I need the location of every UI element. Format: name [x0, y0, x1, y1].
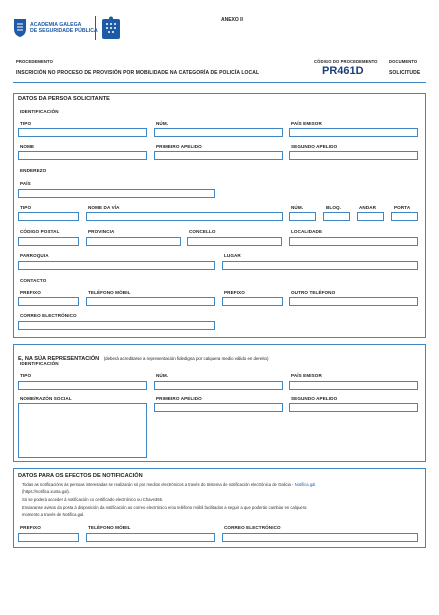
codigo-postal-field[interactable] [18, 237, 79, 246]
correo-field[interactable] [18, 321, 215, 330]
representative-note: (deberá acreditarse a representación fidedigna por calquera medio válido en dereito) [103, 356, 269, 361]
galicia-emblem-icon [100, 16, 122, 40]
provincia-field[interactable] [86, 237, 181, 246]
andar-label: ANDAR [359, 205, 377, 210]
andar-field[interactable] [357, 212, 384, 221]
rep-pais-emisor-label: PAÍS EMISOR [291, 373, 322, 378]
via-num-label: NÚM. [291, 205, 304, 210]
pais-emisor-field[interactable] [289, 128, 418, 137]
notification-text-1a: Todas as notificacións ás persoas interesadas se realizarán só por medios electrónicos a través do Sistema de notificación electrónica de Galicia - [22, 482, 294, 487]
notif-telefono-mobil-label: TELÉFONO MÓBIL [88, 525, 131, 530]
outro-telefono-field[interactable] [289, 297, 418, 306]
shield-logo-icon [13, 18, 27, 38]
nome-label: NOME [20, 144, 35, 149]
notif-prefixo-label: PREFIXO [20, 525, 41, 530]
rep-num-field[interactable] [154, 381, 283, 390]
via-num-field[interactable] [289, 212, 316, 221]
procedure-code: PR461D [322, 65, 364, 77]
rep-pais-emisor-field[interactable] [289, 381, 418, 390]
notif-telefono-mobil-field[interactable] [86, 533, 215, 542]
parroquia-label: PARROQUIA [20, 253, 49, 258]
telefono-mobil-label: TELÉFONO MÓBIL [88, 290, 131, 295]
rep-nome-razon-label: NOME/RAZÓN SOCIAL [20, 396, 72, 401]
notification-text-3b: momento a través de Notifica.gal. [22, 512, 85, 517]
porta-label: PORTA [394, 205, 411, 210]
pais-field[interactable] [18, 189, 215, 198]
lugar-field[interactable] [222, 261, 418, 270]
telefono-mobil-field[interactable] [86, 297, 215, 306]
notif-prefixo-field[interactable] [18, 533, 79, 542]
procedure-label: PROCEDEMENTO [16, 59, 53, 64]
document-label: DOCUMENTO [389, 59, 418, 64]
rep-primeiro-apelido-field[interactable] [154, 403, 283, 412]
outro-telefono-label: OUTRO TELÉFONO [291, 290, 336, 295]
bloq-field[interactable] [323, 212, 350, 221]
num-label: NÚM. [156, 121, 169, 126]
pais-emisor-label: PAÍS EMISOR [291, 121, 322, 126]
tipo-label: TIPO [20, 121, 32, 126]
localidade-label: LOCALIDADE [291, 229, 323, 234]
notif-correo-label: CORREO ELECTRÓNICO [224, 525, 281, 530]
prefixo2-field[interactable] [222, 297, 283, 306]
logo [13, 16, 123, 40]
notifica-gal-link[interactable]: Notifica.gal [294, 482, 316, 487]
procedure-divider [13, 82, 426, 83]
enderezo-heading: ENDEREZO [20, 168, 47, 173]
correo-label: CORREO ELECTRÓNICO [20, 313, 77, 318]
num-field[interactable] [154, 128, 283, 137]
notification-text-3a: Enviaranse avisos da posta á disposición da notificación ao correo electrónico e/ou teléfono móbil facilitados a seguir a que poderán cambiar en calquera [22, 505, 307, 510]
logo-text-2: DE SEGURIDADE PÚBLICA [30, 28, 98, 34]
notification-text-1 [22, 482, 315, 487]
document-value: SOLICITUDE [389, 70, 421, 76]
representative-title: E, NA SÚA REPRESENTACIÓN [18, 356, 100, 362]
primeiro-apelido-label: PRIMEIRO APELIDO [156, 144, 202, 149]
annex-label: ANEXO II [221, 17, 243, 23]
pais-label: PAÍS [20, 181, 31, 186]
rep-tipo-label: TIPO [20, 373, 32, 378]
concello-field[interactable] [187, 237, 282, 246]
porta-field[interactable] [391, 212, 418, 221]
rep-tipo-field[interactable] [18, 381, 147, 390]
rep-segundo-apelido-field[interactable] [289, 403, 418, 412]
nome-field[interactable] [18, 151, 147, 160]
contacto-heading: CONTACTO [20, 278, 47, 283]
rep-primeiro-apelido-label: PRIMEIRO APELIDO [156, 396, 202, 401]
rep-identification-heading: IDENTIFICACIÓN [20, 361, 59, 366]
procedure-code-label: CÓDIGO DO PROCEDEMENTO [314, 59, 378, 64]
rep-num-label: NÚM. [156, 373, 169, 378]
logo-divider [95, 16, 96, 40]
applicant-section-title: DATOS DA PERSOA SOLICITANTE [18, 96, 110, 102]
via-tipo-field[interactable] [18, 212, 79, 221]
nome-via-label: NOME DA VÍA [88, 205, 120, 210]
prefixo-field[interactable] [18, 297, 79, 306]
notification-text-1b: (https://notifica.xunta.gal). [22, 489, 70, 494]
logo-text-1: ACADEMIA GALEGA [30, 22, 82, 28]
notification-section-title: DATOS PARA OS EFECTOS DE NOTIFICACIÓN [18, 473, 143, 479]
lugar-label: LUGAR [224, 253, 241, 258]
rep-nome-razon-field[interactable] [18, 403, 147, 458]
prefixo-label: PREFIXO [20, 290, 41, 295]
provincia-label: PROVINCIA [88, 229, 115, 234]
codigo-postal-label: CÓDIGO POSTAL [20, 229, 60, 234]
tipo-field[interactable] [18, 128, 147, 137]
notification-text-2: Só se poderá acceder á notificación co certificado electrónico ou Chave365. [22, 497, 164, 502]
via-tipo-label: TIPO [20, 205, 32, 210]
concello-label: CONCELLO [189, 229, 216, 234]
notif-correo-field[interactable] [222, 533, 418, 542]
prefixo2-label: PREFIXO [224, 290, 245, 295]
rep-segundo-apelido-label: SEGUNDO APELIDO [291, 396, 338, 401]
identification-heading: IDENTIFICACIÓN [20, 109, 59, 114]
segundo-apelido-label: SEGUNDO APELIDO [291, 144, 338, 149]
primeiro-apelido-field[interactable] [154, 151, 283, 160]
nome-via-field[interactable] [86, 212, 283, 221]
segundo-apelido-field[interactable] [289, 151, 418, 160]
parroquia-field[interactable] [18, 261, 215, 270]
bloq-label: BLOQ. [326, 205, 342, 210]
procedure-title: INSCRICIÓN NO PROCESO DE PROVISIÓN POR MOBILIDADE NA CATEGORÍA DE POLICÍA LOCAL [16, 70, 260, 76]
localidade-field[interactable] [289, 237, 418, 246]
